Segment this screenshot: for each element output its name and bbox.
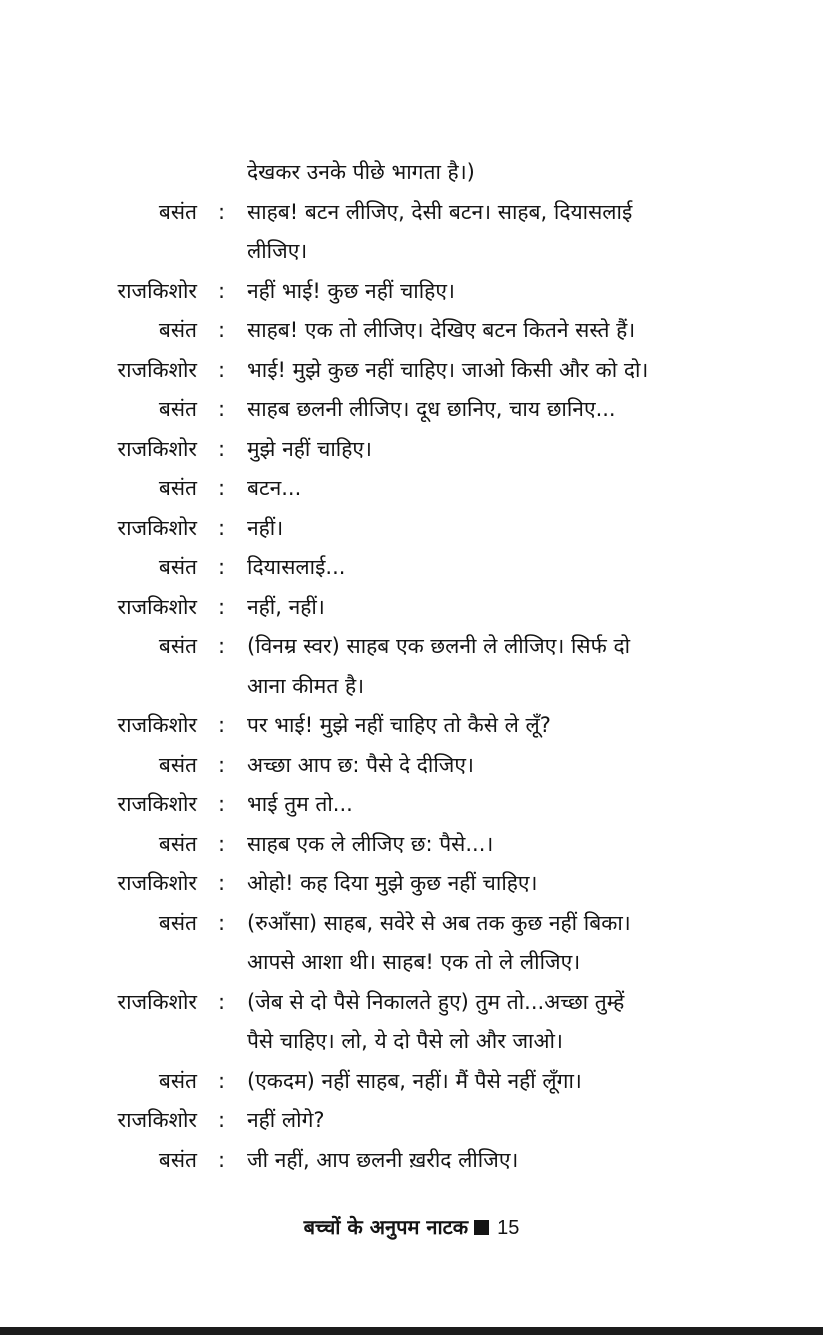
dialogue-text: भाई! मुझे कुछ नहीं चाहिए। जाओ किसी और को दो।	[247, 357, 649, 382]
dialogue-line	[0, 988, 823, 1028]
speaker-separator: :	[218, 871, 226, 895]
speaker-separator: :	[218, 555, 226, 579]
page-edge	[0, 1327, 823, 1335]
speaker-name: राजकिशोर	[117, 436, 197, 461]
dialogue-line	[0, 356, 823, 396]
dialogue-text: भाई तुम तो...	[247, 792, 353, 816]
dialogue-text: जी नहीं, आप छलनी ख़रीद लीजिए।	[247, 1147, 519, 1172]
dialogue-text: ओहो! कह दिया मुझे कुछ नहीं चाहिए।	[247, 871, 538, 895]
dialogue-text: नहीं भाई! कुछ नहीं चाहिए।	[247, 278, 455, 303]
speaker-separator: :	[218, 436, 226, 461]
dialogue-text: देखकर उनके पीछे भागता है।)	[247, 160, 475, 184]
dialogue-line	[0, 751, 823, 791]
dialogue-text: साहब एक ले लीजिए छ: पैसे...।	[247, 831, 494, 856]
dialogue-continuation	[0, 1027, 823, 1067]
dialogue-line	[0, 632, 823, 672]
dialogue-line	[0, 869, 823, 909]
speaker-separator: :	[218, 989, 226, 1014]
dialogue-line	[0, 1067, 823, 1107]
dialogue-text: आना कीमत है।	[247, 673, 365, 698]
dialogue-text: मुझे नहीं चाहिए।	[247, 436, 372, 461]
dialogue-line	[0, 909, 823, 949]
speaker-name: राजकिशोर	[117, 871, 197, 895]
dialogue-text: पर भाई! मुझे नहीं चाहिए तो कैसे ले लूँ?	[247, 713, 551, 737]
speaker-name: बसंत	[158, 476, 197, 500]
dialogue-line	[0, 1106, 823, 1146]
dialogue-text: साहब छलनी लीजिए। दूध छानिए, चाय छानिए...	[247, 397, 616, 421]
speaker-separator: :	[218, 476, 226, 500]
dialogue-line	[0, 395, 823, 435]
speaker-separator: :	[218, 792, 226, 816]
dialogue-text: नहीं, नहीं।	[247, 594, 325, 619]
speaker-name: बसंत	[158, 1147, 197, 1172]
speaker-separator: :	[218, 515, 226, 540]
dialogue-line	[0, 1146, 823, 1186]
dialogue-line	[0, 553, 823, 593]
dialogue-continuation	[0, 237, 823, 277]
dialogue-line	[0, 198, 823, 238]
dialogue-text: (विनम्र स्वर) साहब एक छलनी ले लीजिए। सिर्फ दो	[247, 634, 631, 658]
speaker-name: बसंत	[158, 397, 197, 421]
speaker-name: राजकिशोर	[117, 357, 197, 382]
dialogue-text: साहब! बटन लीजिए, देसी बटन। साहब, दियासलाई	[247, 199, 633, 224]
page-number: 15	[497, 1217, 520, 1239]
speaker-separator: :	[218, 831, 226, 856]
dialogue-text: पैसे चाहिए। लो, ये दो पैसे लो और जाओ।	[247, 1029, 563, 1053]
speaker-separator: :	[218, 357, 226, 382]
dialogue-line	[0, 711, 823, 751]
speaker-separator: :	[218, 318, 226, 342]
book-title: बच्चों के अनुपम नाटक	[303, 1215, 469, 1239]
speaker-name: राजकिशोर	[117, 278, 197, 303]
speaker-name: राजकिशोर	[117, 1108, 197, 1132]
dialogue-line	[0, 593, 823, 633]
dialogue-continuation	[0, 948, 823, 988]
dialogue-text: साहब! एक तो लीजिए। देखिए बटन कितने सस्ते हैं।	[247, 318, 636, 342]
speaker-separator: :	[218, 278, 226, 303]
dialogue-text: (रुआँसा) साहब, सवेरे से अब तक कुछ नहीं बिका।	[247, 910, 631, 935]
speaker-separator: :	[218, 713, 226, 737]
speaker-name: राजकिशोर	[117, 515, 197, 540]
dialogue-text: नहीं लोगे?	[247, 1108, 325, 1132]
dialogue-line	[0, 474, 823, 514]
speaker-separator: :	[218, 1147, 226, 1172]
speaker-separator: :	[218, 594, 226, 619]
speaker-name: बसंत	[158, 318, 197, 342]
dialogue-line	[0, 277, 823, 317]
dialogue-text: (एकदम) नहीं साहब, नहीं। मैं पैसे नहीं लूँगा।	[247, 1068, 582, 1093]
speaker-separator: :	[218, 1108, 226, 1132]
speaker-separator: :	[218, 199, 226, 224]
dialogue-text: अच्छा आप छ: पैसे दे दीजिए।	[247, 752, 474, 777]
dialogue-line	[0, 790, 823, 830]
dialogue-text: दियासलाई...	[247, 555, 346, 579]
dialogue-text: लीजिए।	[247, 239, 308, 263]
speaker-separator: :	[218, 634, 226, 658]
dialogue-line	[0, 830, 823, 870]
dialogue-line	[0, 316, 823, 356]
speaker-name: बसंत	[158, 752, 197, 777]
dialogue-continuation	[0, 158, 823, 198]
square-bullet-icon	[474, 1220, 489, 1235]
page-footer	[0, 1213, 823, 1240]
speaker-name: बसंत	[158, 1068, 197, 1093]
speaker-name: राजकिशोर	[117, 792, 197, 816]
speaker-separator: :	[218, 752, 226, 777]
dialogue-text: बटन...	[247, 476, 302, 500]
dialogue-line	[0, 514, 823, 554]
dialogue-lines	[0, 158, 823, 1185]
speaker-name: राजकिशोर	[117, 594, 197, 619]
speaker-name: राजकिशोर	[117, 989, 197, 1014]
speaker-name: बसंत	[158, 831, 197, 856]
dialogue-text: आपसे आशा थी। साहब! एक तो ले लीजिए।	[247, 950, 581, 974]
speaker-name: राजकिशोर	[117, 713, 197, 737]
speaker-name: बसंत	[158, 199, 197, 224]
dialogue-continuation	[0, 672, 823, 712]
dialogue-text: (जेब से दो पैसे निकालते हुए) तुम तो...अच्छा तुम्हें	[247, 989, 625, 1014]
speaker-name: बसंत	[158, 910, 197, 935]
speaker-separator: :	[218, 1068, 226, 1093]
speaker-name: बसंत	[158, 634, 197, 658]
speaker-separator: :	[218, 910, 226, 935]
dialogue-line	[0, 435, 823, 475]
dialogue-text: नहीं।	[247, 515, 284, 540]
speaker-separator: :	[218, 397, 226, 421]
speaker-name: बसंत	[158, 555, 197, 579]
